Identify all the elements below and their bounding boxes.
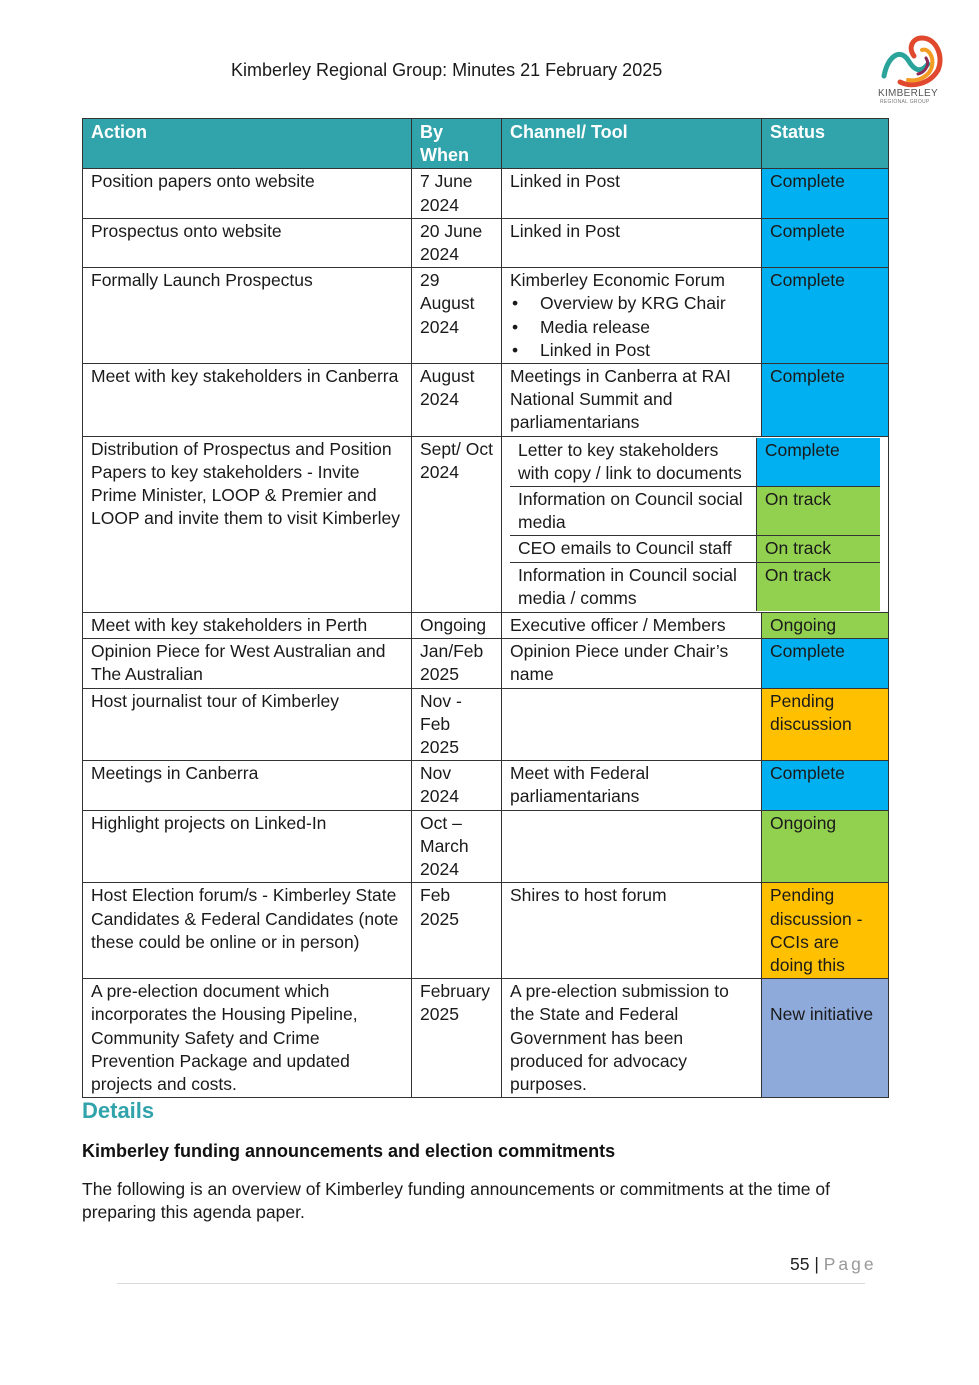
status-cell: Complete [762,169,889,218]
when-cell: Ongoing [412,613,502,639]
status-cell: On track [756,536,880,562]
when-cell: Jan/Feb 2025 [412,639,502,688]
sub-rows-cell [502,436,889,612]
table-row [83,218,889,267]
status-cell: Complete [762,639,889,688]
table-row [83,364,889,437]
channel-cell: Information on Council social media [510,487,756,536]
channel-cell [502,268,762,364]
document-header-title: Kimberley Regional Group: Minutes 21 February 2025 [231,60,663,80]
table-row [83,613,889,639]
channel-cell: Linked in Post [502,169,762,218]
status-cell: Ongoing [762,810,889,883]
footer-divider [117,1283,865,1284]
action-cell: Host Election forum/s - Kimberley State Candidates & Federal Candidates (note these could be online or in person) [83,883,412,979]
status-cell: Complete [762,218,889,267]
page-label: Page [823,1254,877,1274]
sub-row [510,536,880,562]
channel-cell: Executive officer / Members [502,613,762,639]
status-text: New initiative [770,1004,874,1025]
page-number [790,1254,877,1275]
sub-row [510,487,880,536]
page-separator: | [809,1254,824,1274]
action-cell: Distribution of Prospectus and Position Papers to key stakeholders - Invite Prime Minister, LOOP & Premier and LOOP and invite them to visit Kimberley [83,436,412,612]
bullet-item: • Overview by KRG Chair [510,292,753,315]
when-cell: 29 August 2024 [412,268,502,364]
when-cell: August 2024 [412,364,502,437]
action-cell: Formally Launch Prospectus [83,268,412,364]
sub-row [510,562,880,611]
status-cell: Complete [762,268,889,364]
table-header-row [83,119,889,169]
sub-table [510,438,880,611]
when-cell: 20 June 2024 [412,218,502,267]
action-cell: Opinion Piece for West Australian and The Australian [83,639,412,688]
status-cell: On track [756,562,880,611]
channel-cell: Linked in Post [502,218,762,267]
status-cell: Complete [762,761,889,810]
header-by-when: By When [412,119,502,169]
action-cell: Host journalist tour of Kimberley [83,688,412,761]
section-subheading: Kimberley funding announcements and election commitments [82,1141,616,1161]
channel-cell: Letter to key stakeholders with copy / link to documents [510,438,756,487]
status-cell: Pending discussion [762,688,889,761]
bullet-item: • Media release [510,316,753,339]
status-cell: Pending discussion - CCIs are doing this [762,883,889,979]
channel-cell [502,688,762,761]
when-cell: Nov 2024 [412,761,502,810]
logo-subtext: REGIONAL GROUP [880,99,930,105]
channel-cell [502,810,762,883]
status-cell: Complete [756,438,880,487]
actions-table [82,118,889,1098]
when-cell: Feb 2025 [412,883,502,979]
action-cell: A pre-election document which incorporates the Housing Pipeline, Community Safety and Crime Prevention Package and updated projects and costs. [83,979,412,1098]
table-row [83,169,889,218]
when-cell: February 2025 [412,979,502,1098]
channel-cell: Meet with Federal parliamentarians [502,761,762,810]
channel-cell: Shires to host forum [502,883,762,979]
header-status: Status [762,119,889,169]
logo-text: KIMBERLEY [878,88,938,99]
status-cell: On track [756,487,880,536]
intro-paragraph: The following is an overview of Kimberley funding announcements or commitments at the time of preparing this agenda paper. [82,1179,830,1222]
table-row [83,268,889,364]
action-cell: Meetings in Canberra [83,761,412,810]
when-cell: Nov - Feb 2025 [412,688,502,761]
action-cell: Meet with key stakeholders in Canberra [83,364,412,437]
channel-cell: Meetings in Canberra at RAI National Summit and parliamentarians [502,364,762,437]
channel-text: Kimberley Economic Forum [510,270,725,291]
header-channel-tool: Channel/ Tool [502,119,762,169]
channel-cell: Opinion Piece under Chair’s name [502,639,762,688]
table-row [83,979,889,1098]
table-row [83,761,889,810]
table-row [83,810,889,883]
status-cell [762,979,889,1098]
when-cell: Sept/ Oct 2024 [412,436,502,612]
channel-cell: A pre-election submission to the State and Federal Government has been produced for advocacy purposes. [502,979,762,1098]
channel-cell: CEO emails to Council staff [510,536,756,562]
details-heading: Details [82,1098,155,1123]
table-row [83,688,889,761]
action-cell: Prospectus onto website [83,218,412,267]
table-row [83,639,889,688]
page-number-value: 55 [790,1254,810,1274]
bullet-list [510,292,753,362]
table-row [83,883,889,979]
status-cell: Ongoing [762,613,889,639]
when-cell: 7 June 2024 [412,169,502,218]
action-cell: Position papers onto website [83,169,412,218]
action-cell: Highlight projects on Linked-In [83,810,412,883]
status-cell: Complete [762,364,889,437]
bullet-item: • Linked in Post [510,339,753,362]
sub-row [510,438,880,487]
table-row [83,436,889,612]
header-action: Action [83,119,412,169]
when-cell: Oct – March 2024 [412,810,502,883]
action-cell: Meet with key stakeholders in Perth [83,613,412,639]
channel-cell: Information in Council social media / comms [510,562,756,611]
